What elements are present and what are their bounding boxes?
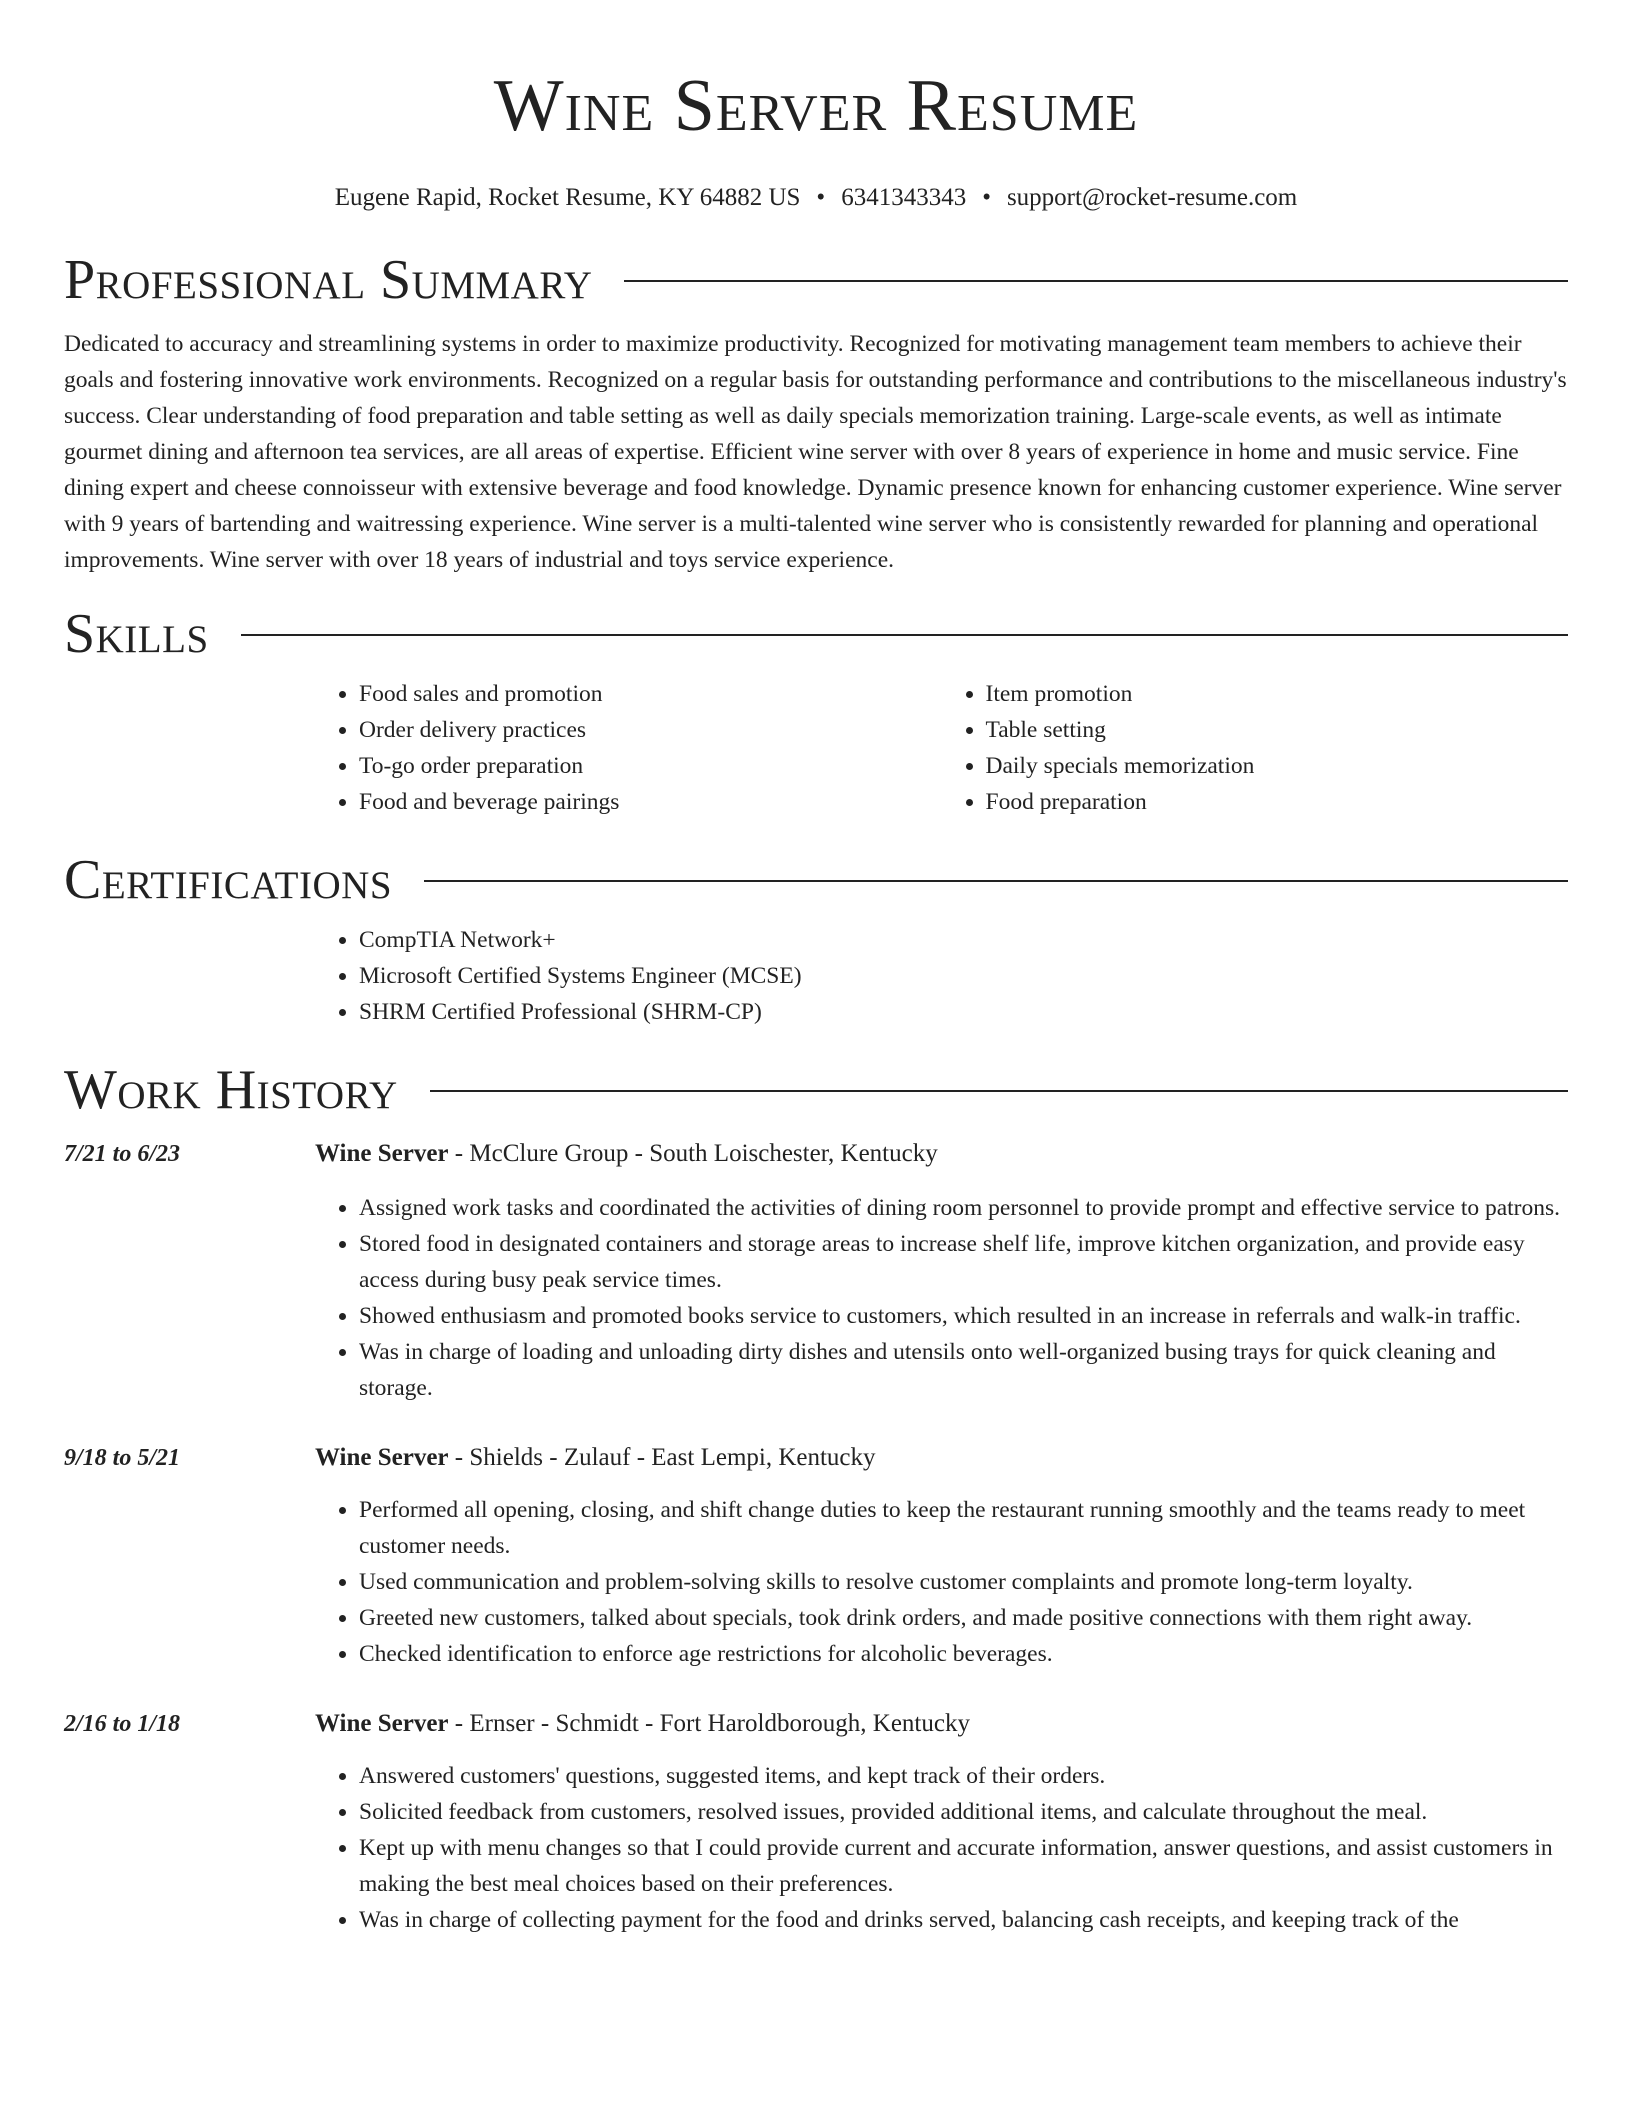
job-bullets [315,1190,1568,1406]
job-entry [64,1440,1568,1672]
skill-item: • Food and beverage pairings [359,784,942,820]
certifications-heading: Certifications [64,849,393,911]
job-bullet: • Greeted new customers, talked about specials, took drink orders, and made positive connections with them right away. [359,1600,1568,1636]
job-title: Wine Server [315,1444,449,1471]
work-heading: Work History [64,1059,398,1121]
certifications-list [315,922,1568,1030]
contact-email: support@rocket-resume.com [1006,184,1298,211]
certification-item: • CompTIA Network+ [359,922,1568,958]
skill-item: • Food sales and promotion [359,676,942,712]
skills-section-header [64,602,1568,666]
job-entry [64,1136,1568,1406]
resume-title: Wine Server Resume [493,65,1139,147]
skill-item: • Item promotion [986,676,1569,712]
job-details: - Shields - Zulauf - East Lempi, Kentucky [448,1444,876,1471]
job-dates: 7/21 to 6/23 [64,1141,181,1167]
job-bullet: • Used communication and problem-solving skills to resolve customer complaints and promote long-term loyalty. [359,1564,1568,1600]
skills-list [315,676,1568,820]
job-bullets [315,1758,1568,1938]
skills-column-left [315,676,942,820]
summary-text: Dedicated to accuracy and streamlining systems in order to maximize productivity. Recognized for motivating management team members to achieve their goals and fostering innovative work environments. Recognized on a regular basis for outstanding performance and contributions to the miscellaneous industry's success. Clear understanding of food preparation and table setting as well as daily specials memorization training. Large-scale events, as well as intimate gourmet dining and afternoon tea services, are all areas of expertise. Efficient wine server with over 8 years of experience in home and music service. Fine dining expert and cheese connoisseur with extensive beverage and food knowledge. Dynamic presence known for enhancing customer experience. Wine server with 9 years of bartending and waitressing experience. Wine server is a multi-talented wine server who is consistently rewarded for planning and operational improvements. Wine server with over 18 years of industrial and toys service experience. [64,331,1567,573]
contact-line [64,182,1568,214]
skills-column-right [942,676,1569,820]
job-title: Wine Server [315,1140,449,1167]
job-title: Wine Server [315,1710,449,1737]
certifications-section-header [64,848,1568,912]
job-dates: 9/18 to 5/21 [64,1445,181,1471]
work-section-header [64,1058,1568,1122]
job-bullets [315,1492,1568,1672]
job-bullet: • Assigned work tasks and coordinated the activities of dining room personnel to provide prompt and effective service to patrons. [359,1190,1568,1226]
certifications-bullets [315,922,1568,1030]
contact-phone: 6341343343 [841,184,967,211]
job-dates: 2/16 to 1/18 [64,1711,181,1737]
job-body [315,1706,1568,1938]
job-details: - McClure Group - South Loischester, Kentucky [448,1140,938,1167]
skills-heading: Skills [64,603,209,665]
section-divider [424,880,1568,882]
job-bullet: • Answered customers' questions, suggested items, and kept track of their orders. [359,1758,1568,1794]
job-bullet: • Was in charge of collecting payment for the food and drinks served, balancing cash receipts, and keeping track of the [359,1902,1568,1938]
job-title-line [315,1440,1568,1476]
job-details: - Ernser - Schmidt - Fort Haroldborough, Kentucky [448,1710,970,1737]
contact-separator: • [816,184,826,211]
job-bullet: • Solicited feedback from customers, resolved issues, provided additional items, and calculate throughout the meal. [359,1794,1568,1830]
summary-heading: Professional Summary [64,249,593,311]
job-bullet: • Checked identification to enforce age restrictions for alcoholic beverages. [359,1636,1568,1672]
job-body [315,1440,1568,1672]
skill-item: • Daily specials memorization [986,748,1569,784]
contact-address: Eugene Rapid, Rocket Resume, KY 64882 US [334,184,801,211]
certification-item: • SHRM Certified Professional (SHRM-CP) [359,994,1568,1030]
certification-item: • Microsoft Certified Systems Engineer (MCSE) [359,958,1568,994]
job-bullet: • Was in charge of loading and unloading dirty dishes and utensils onto well-organized busing trays for quick cleaning and storage. [359,1334,1568,1406]
skill-item: • To-go order preparation [359,748,942,784]
job-bullet: • Stored food in designated containers and storage areas to increase shelf life, improve kitchen organization, and provide easy access during busy peak service times. [359,1226,1568,1298]
job-title-line [315,1136,1568,1172]
job-entry [64,1706,1568,1938]
section-divider [624,280,1568,282]
skill-item: • Table setting [986,712,1569,748]
resume-page [64,0,1568,1938]
job-bullet: • Performed all opening, closing, and shift change duties to keep the restaurant running smoothly and the teams ready to meet customer needs. [359,1492,1568,1564]
section-divider [241,634,1568,636]
contact-separator: • [982,184,991,211]
job-title-line [315,1706,1568,1742]
job-body [315,1136,1568,1406]
job-bullet: • Kept up with menu changes so that I could provide current and accurate information, answer questions, and assist customers in making the best meal choices based on their preferences. [359,1830,1568,1902]
skill-item: • Food preparation [986,784,1569,820]
skill-item: • Order delivery practices [359,712,942,748]
job-bullet: • Showed enthusiasm and promoted books service to customers, which resulted in an increase in referrals and walk-in traffic. [359,1298,1568,1334]
section-divider [430,1090,1568,1092]
summary-section-header [64,248,1568,312]
